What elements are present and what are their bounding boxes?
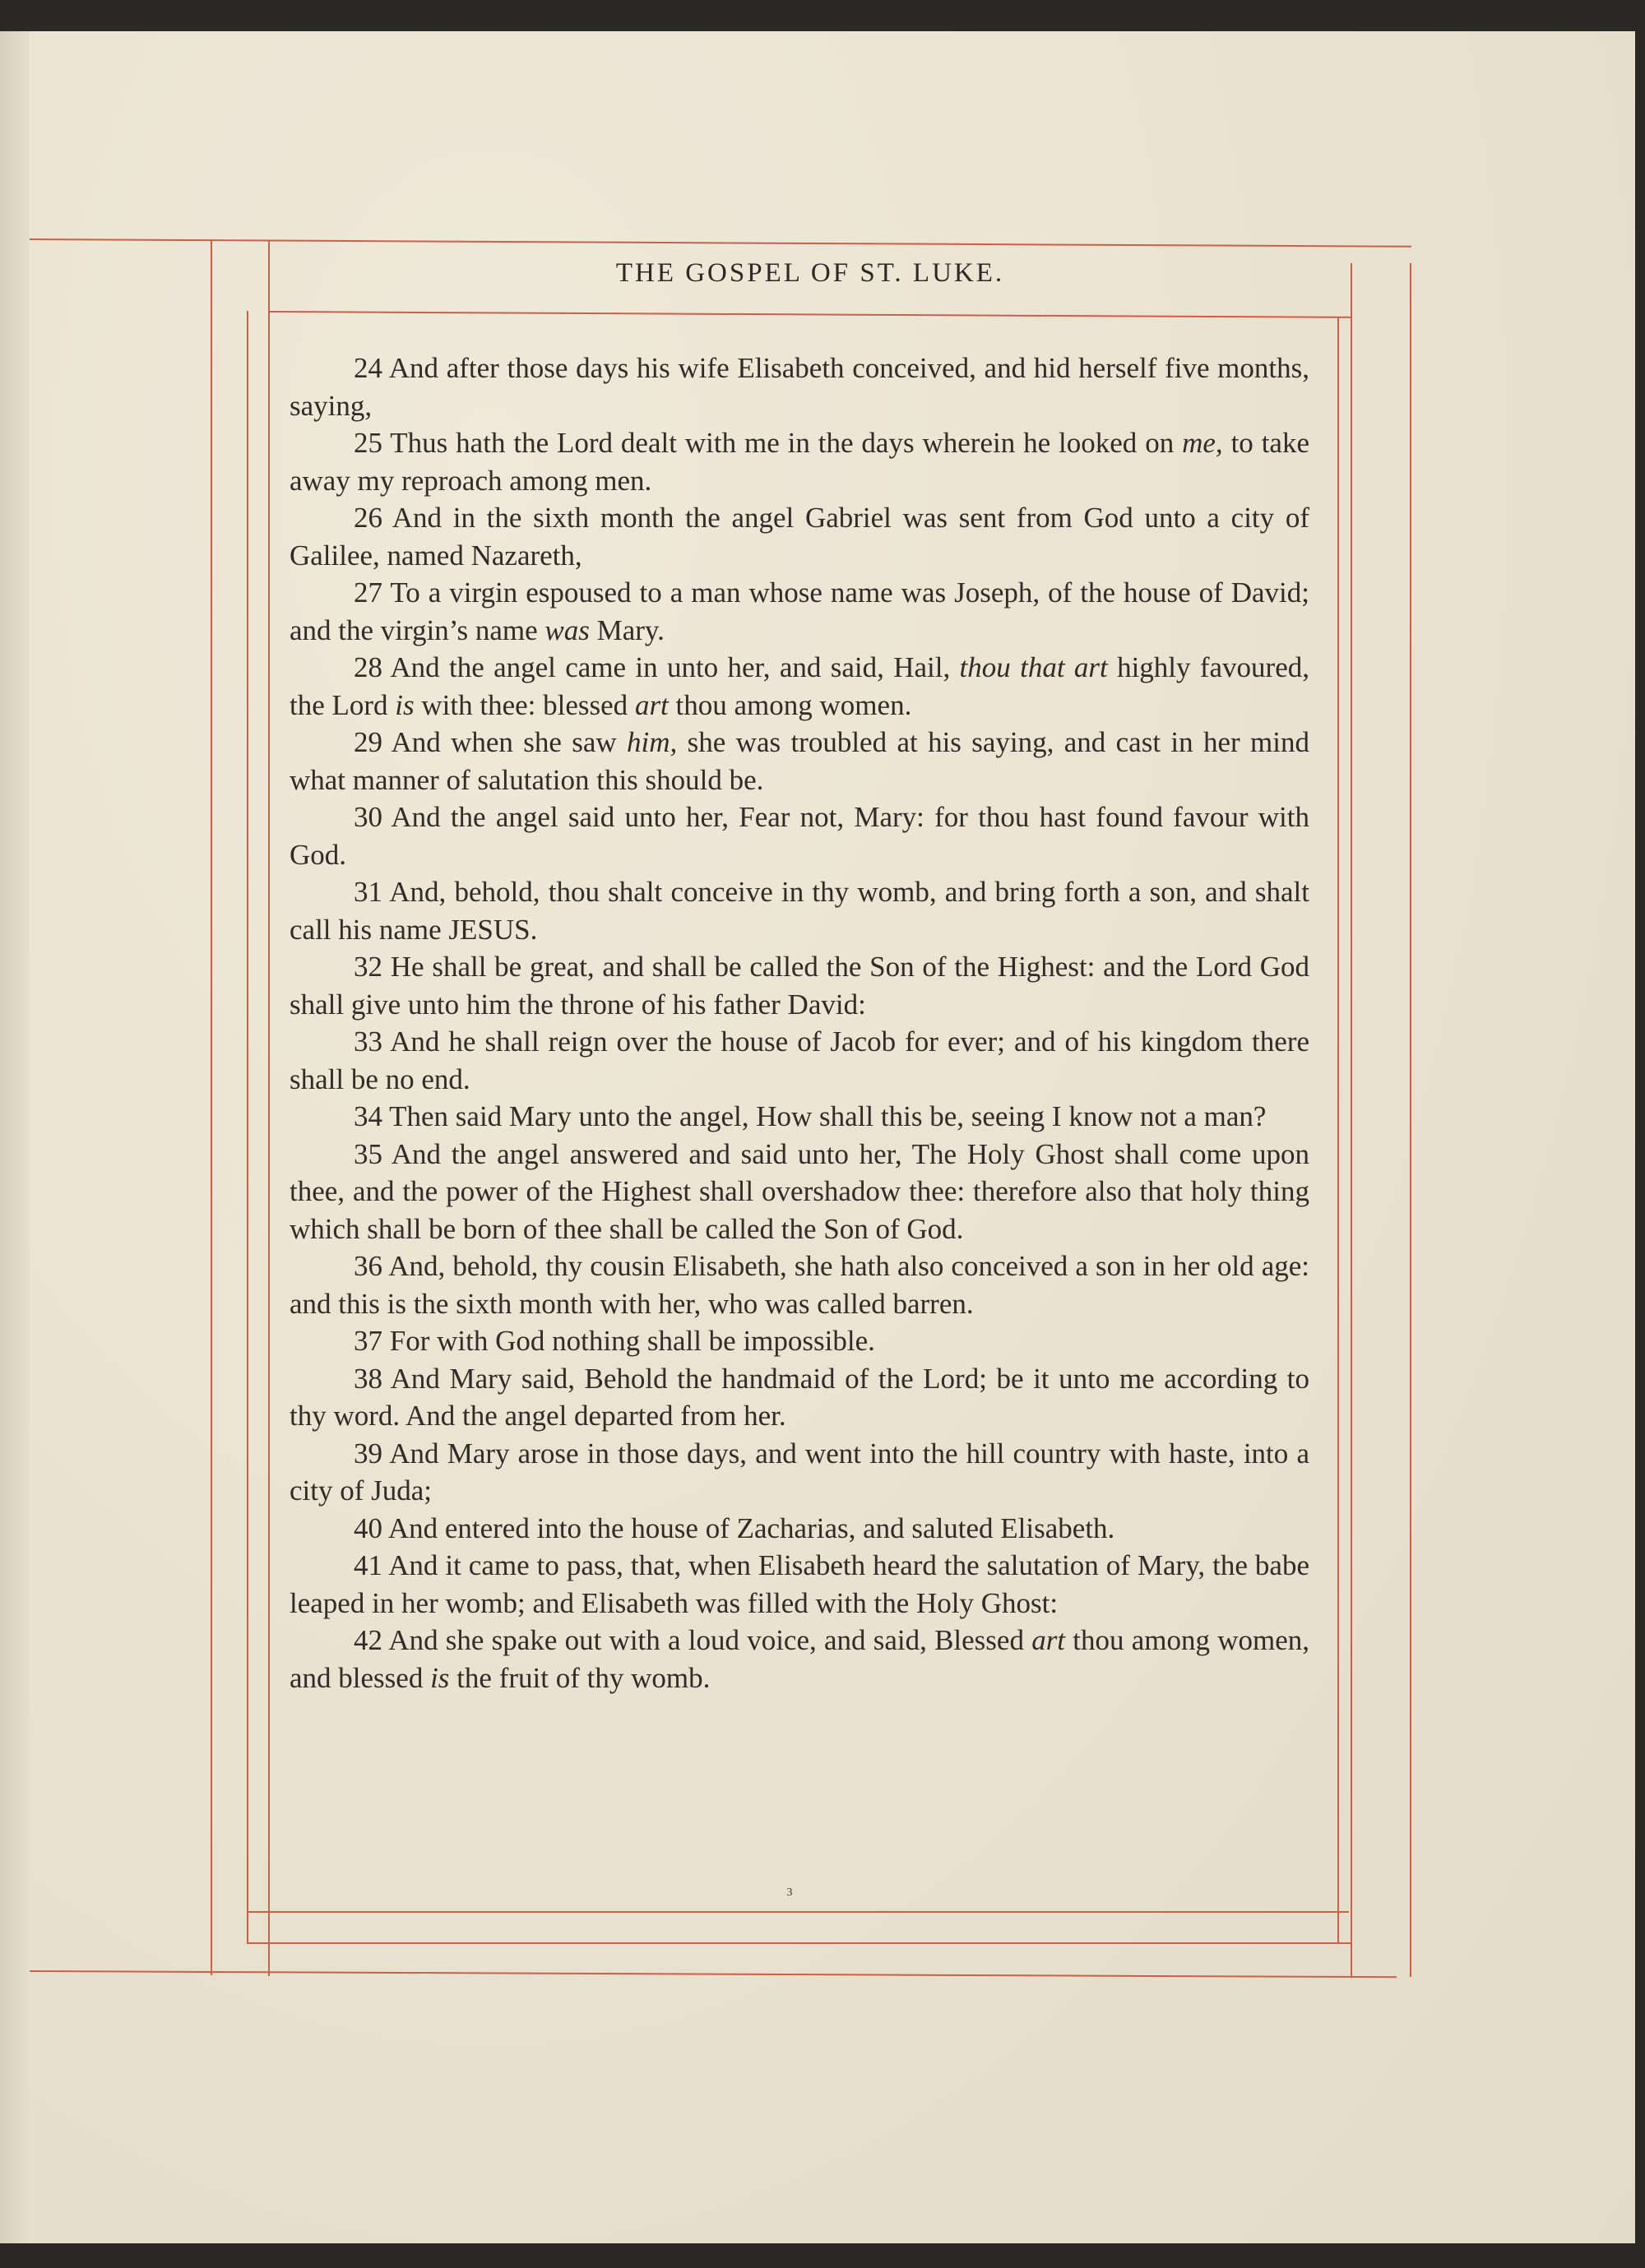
- verse-number: 39: [354, 1437, 382, 1470]
- verse-text: And she spake out with a loud voice, and said, Blessed: [388, 1624, 1032, 1656]
- verse-italic-text: is: [430, 1661, 450, 1694]
- rule-col-1: [211, 240, 212, 1975]
- verse-text: And he shall reign over the house of Jacob for ever; and of his kingdom there shall be no end.: [290, 1025, 1310, 1095]
- verse-26: [290, 499, 1309, 574]
- verse-38: [290, 1360, 1309, 1435]
- verse-28: [290, 649, 1309, 724]
- rule-col-3: [1351, 263, 1352, 1977]
- verse-italic-text: is: [395, 688, 415, 721]
- page-number: 3: [786, 1886, 793, 1899]
- verse-text: to take away my reproach among men.: [290, 427, 1309, 497]
- verse-42: [290, 1622, 1309, 1696]
- verse-text: Thus hath the Lord dealt with me in the days wherein he looked on: [390, 427, 1183, 459]
- verse-34: [290, 1098, 1309, 1136]
- verse-text: For with God nothing shall be impossible.: [389, 1325, 875, 1357]
- verse-text: And the angel said unto her, Fear not, Mary: for thou hast found favour with God.: [290, 801, 1309, 871]
- verse-number: 35: [354, 1137, 382, 1170]
- verse-number: 30: [354, 801, 382, 833]
- verse-31: [290, 873, 1309, 948]
- running-header: THE GOSPEL OF ST. LUKE.: [615, 258, 1005, 288]
- rule-inner-bottom: [247, 1942, 1351, 1944]
- verse-number: 41: [354, 1549, 382, 1581]
- verse-41: [290, 1547, 1309, 1622]
- verse-text: And when she saw: [391, 726, 628, 758]
- verse-35: [290, 1136, 1309, 1248]
- verse-text: thou among women.: [668, 688, 912, 721]
- verse-36: [290, 1247, 1309, 1322]
- verse-text: He shall be great, and shall be called the Son of the Highest: and the Lord God shall give unto him the throne of his father David:: [290, 951, 1310, 1021]
- verse-number: 27: [354, 576, 382, 609]
- verse-italic-text: art: [1031, 1624, 1066, 1656]
- verse-32: [290, 948, 1309, 1023]
- verse-number: 24: [354, 352, 382, 384]
- verse-30: [290, 798, 1309, 873]
- rule-header-bottom: [270, 311, 1351, 318]
- verse-number: 37: [354, 1325, 382, 1357]
- rule-col-4: [1410, 263, 1411, 1977]
- verse-number: 31: [354, 876, 382, 908]
- verse-number: 29: [354, 726, 382, 758]
- verse-text: highly favoured, the Lord: [290, 651, 1309, 721]
- page-gutter-edge: [0, 31, 30, 2243]
- verse-text: And, behold, thy cousin Elisabeth, she hath also conceived a son in her old age: and this is the sixth month with her, who was called barren.: [290, 1250, 1310, 1320]
- verse-40: [290, 1510, 1309, 1548]
- verse-text: thou among women, and blessed: [290, 1624, 1309, 1694]
- rule-outer-bottom: [30, 1970, 1397, 1978]
- rule-col-2: [268, 241, 270, 1976]
- verse-27: [290, 574, 1309, 649]
- rule-inner-left: [247, 311, 248, 1944]
- verse-text: And after those days his wife Elisabeth conceived, and hid herself five months, saying,: [290, 352, 1309, 422]
- verse-italic-text: art: [634, 688, 669, 721]
- verse-24: [290, 349, 1309, 424]
- verse-text: the fruit of thy womb.: [449, 1661, 711, 1694]
- verse-number: 33: [354, 1025, 382, 1058]
- verse-number: 36: [354, 1250, 382, 1282]
- verse-text: with thee: blessed: [414, 688, 635, 721]
- verse-33: [290, 1023, 1309, 1098]
- scripture-text: [290, 349, 1309, 1696]
- verse-italic-text: me,: [1182, 427, 1223, 459]
- verse-number: 42: [354, 1624, 382, 1656]
- verse-number: 25: [354, 427, 382, 459]
- rule-inner-right: [1337, 317, 1339, 1944]
- verse-text: And entered into the house of Zacharias, and saluted Elisabeth.: [387, 1511, 1115, 1544]
- verse-number: 26: [354, 502, 382, 534]
- verse-25: [290, 424, 1309, 499]
- verse-number: 40: [354, 1511, 382, 1544]
- verse-number: 28: [354, 651, 382, 683]
- verse-text: And Mary said, Behold the handmaid of the Lord; be it unto me according to thy word. And the angel departed from her.: [290, 1362, 1309, 1432]
- verse-number: 32: [354, 951, 382, 983]
- verse-text: And the angel answered and said unto her, The Holy Ghost shall come upon thee, and the power of the Highest shall overshadow thee: therefore also that holy thing which shall be born of thee shall be called the Son of God.: [290, 1137, 1309, 1245]
- verse-37: [290, 1322, 1309, 1360]
- verse-text: And in the sixth month the angel Gabriel was sent from God unto a city of Galilee, named Nazareth,: [290, 502, 1309, 572]
- verse-text: Mary.: [589, 613, 665, 646]
- verse-29: [290, 724, 1309, 798]
- rule-text-bottom: [247, 1911, 1349, 1913]
- verse-text: And, behold, thou shalt conceive in thy womb, and bring forth a son, and shalt call his name JESUS.: [290, 876, 1309, 946]
- verse-text: And Mary arose in those days, and went into the hill country with haste, into a city of Juda;: [290, 1437, 1309, 1507]
- verse-italic-text: was: [544, 613, 590, 646]
- verse-number: 34: [354, 1100, 382, 1132]
- verse-number: 38: [354, 1362, 382, 1395]
- verse-italic-text: thou that art: [959, 651, 1108, 683]
- verse-text: And the angel came in unto her, and said, Hail,: [390, 651, 960, 683]
- verse-text: To a virgin espoused to a man whose name was Joseph, of the house of David; and the virgin’s name: [290, 576, 1310, 646]
- verse-text: And it came to pass, that, when Elisabeth heard the salutation of Mary, the babe leaped in her womb; and Elisabeth was filled with the Holy Ghost:: [290, 1549, 1309, 1619]
- verse-text: Then said Mary unto the angel, How shall this be, seeing I know not a man?: [389, 1100, 1267, 1132]
- verse-italic-text: him,: [627, 726, 678, 758]
- verse-39: [290, 1435, 1309, 1510]
- verse-text: she was troubled at his saying, and cast in her mind what manner of salutation this should be.: [290, 726, 1309, 796]
